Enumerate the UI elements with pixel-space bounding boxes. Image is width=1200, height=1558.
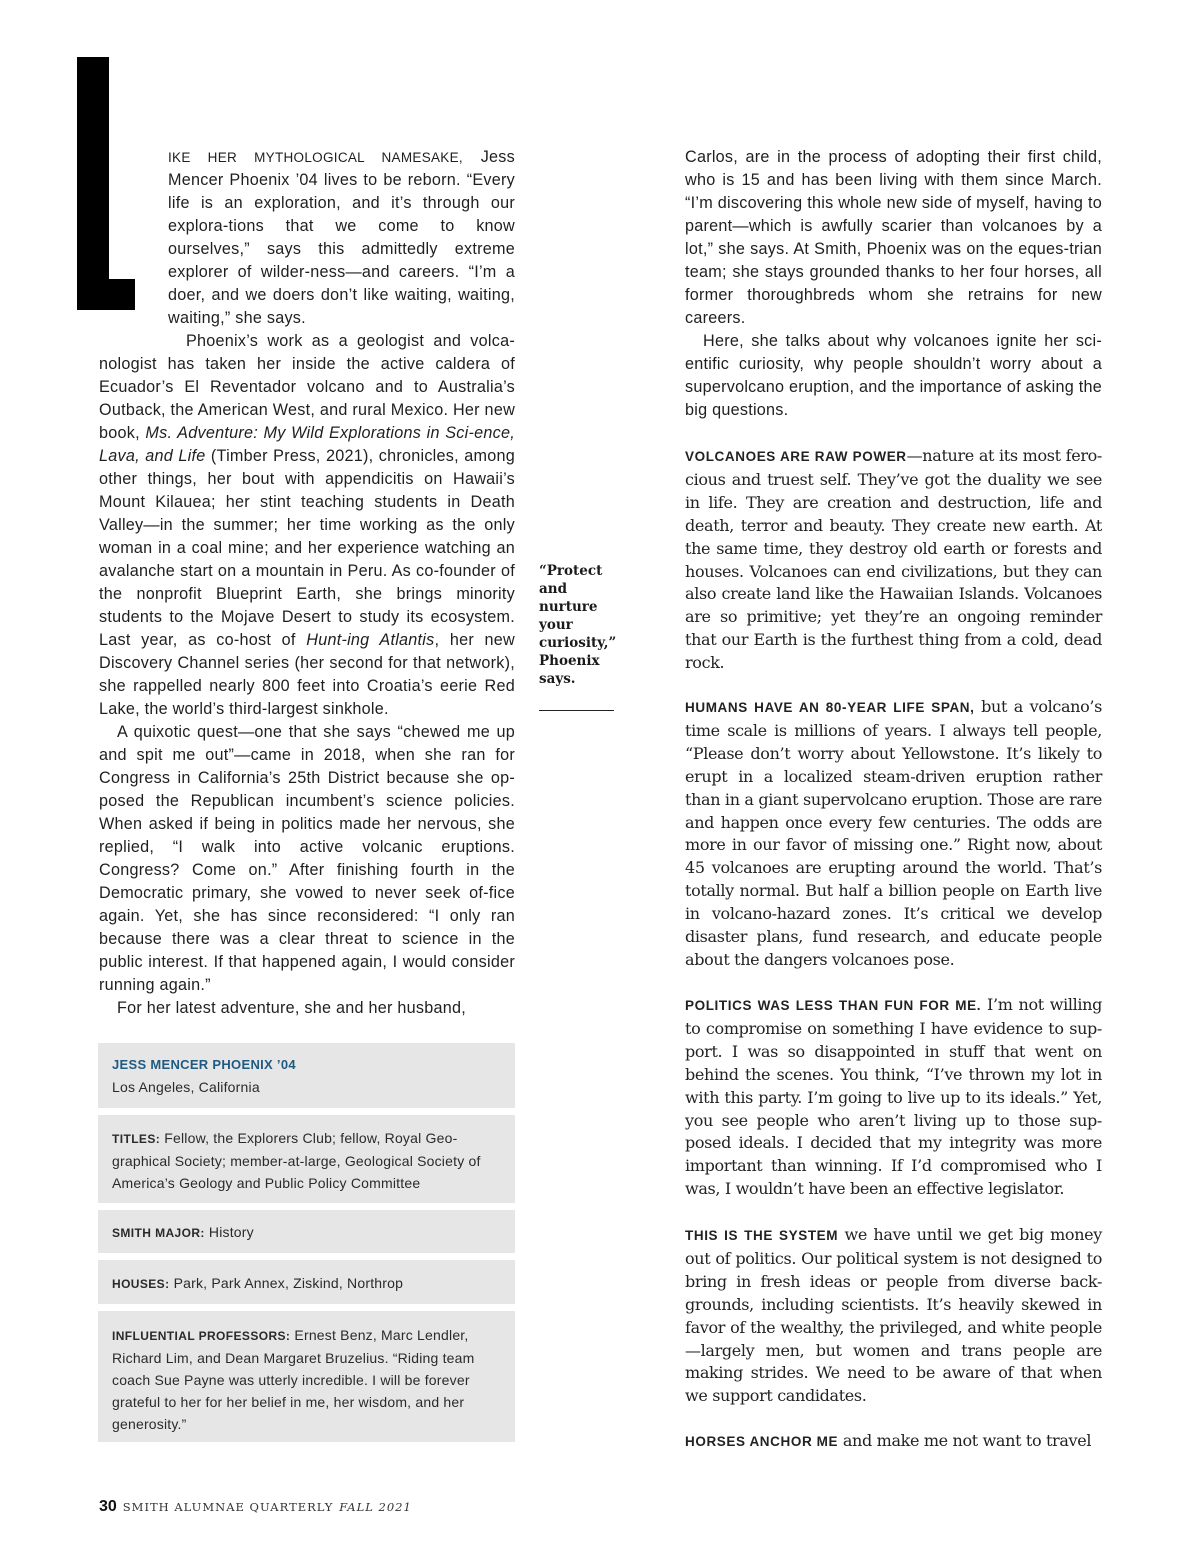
professors-box: INFLUENTIAL PROFESSORS: Ernest Benz, Marc Lendler, Richard Lim, and Dean Margaret Bruzelius. “Riding team coach Sue Payne was utterly incredible. I will be forever grateful to her for her belief in me, her wisdom, and her generosity.”: [98, 1311, 515, 1442]
intro-smallcaps: IKE HER MYTHOLOGICAL NAMESAKE,: [168, 150, 463, 165]
intro-text: Jess Mencer Phoenix ’04 lives to be reborn. “Every life is an exploration, and it’s through our explora-tions that we come to know ourselves,” says this admittedly extreme explorer of wilder-ness—and careers. “I’m a doer, and we doers don’t like waiting, waiting, waiting,” she says.: [168, 148, 515, 327]
qa-section-horses: HORSES ANCHOR ME and make me not want to travel: [685, 1431, 1092, 1450]
profile-name-box: [98, 1043, 515, 1108]
qa-section-politics: POLITICS WAS LESS THAN FUN FOR ME. I’m not willing to compromise on something I have evidence to sup-port. I was so disappointed in stuff that went on behind the scenes. You think, “I’ve thrown my lot in with this party. I’m going to live up to its ideals.” Yet, you see people who aren’t living up to those sup-posed ideals. I decided that my integrity was more important than winning. If I’d compromised who I was, I wouldn’t have been an effective legislator.: [685, 995, 1102, 1199]
publication-name: SMITH ALUMNAE QUARTERLY: [122, 1500, 334, 1514]
show-title: Hunt-ing Atlantis: [306, 631, 435, 649]
titles-box: TITLES: Fellow, the Explorers Club; fellow, Royal Geo-graphical Society; member-at-large, Geological Society of America’s Geology and Public Policy Committee: [98, 1115, 515, 1203]
houses-box: HOUSES: Park, Park Annex, Ziskind, Northrop: [98, 1260, 515, 1304]
body-paragraph-3: A quixotic quest—one that she says “chewed me up and spit me out”—came in 2018, when she ran for Congress in California’s 25th District because she op-posed the Republican incumbent’s science policies. When asked if being in politics made her nervous, she replied, “I walk into active volcanic eruptions. Congress? Come on.” After finishing fourth in the Democratic primary, she vowed to never seek of-fice again. Yet, she has since reconsidered: “I only ran because there was a clear threat to science in the public interest. If that happened again, I would consider running again.”: [99, 723, 515, 994]
right-paragraph-1: Carlos, are in the process of adopting their first child, who is 15 and has been living with them since March. “I’m discovering this whole new side of myself, having to parent—which is awfully scarier than volcanoes by a lot,” she says. At Smith, Phoenix was on the eques-trian team; she stays grounded thanks to her four horses, all former thoroughbreds whom she retrains for new careers.: [685, 148, 1102, 327]
left-column: [99, 146, 515, 1020]
body-paragraph-4: For her latest adventure, she and her husband,: [117, 999, 466, 1017]
qa-section-volcanoes: VOLCANOES ARE RAW POWER—nature at its most fero-cious and truest self. They’ve got the duality we see in life. They are creation and destruction, life and death, terror and beauty. They create new earth. At the same time, they destroy old earth or forests and houses. Volcanoes can end civilizations, but they can also create land like the Hawaiian Islands. Volcanoes are so primitive; yet they’re an ongoing reminder that our Earth is the furthest thing from a cold, dead rock.: [685, 446, 1102, 673]
pull-quote-rule: [539, 710, 614, 711]
right-paragraph-2: Here, she talks about why volcanoes ignite her sci-entific curiosity, why people shouldn’t worry about a supervolcano eruption, and the importance of asking the big questions.: [685, 332, 1102, 419]
issue-season: FALL 2021: [339, 1500, 412, 1514]
major-box: SMITH MAJOR: History: [98, 1210, 515, 1253]
qa-section-lifespan: HUMANS HAVE AN 80-YEAR LIFE SPAN, but a volcano’s time scale is millions of years. I always tell people, “Please don’t worry about Yellowstone. It’s likely to erupt in a localized steam-driven eruption rather than in a giant supervolcano eruption. Those are rare and happen once every few centuries. The odds are more in our favor of missing one.” Right now, about 45 volcanoes are erupting around the world. That’s totally normal. But half a billion people on Earth live in volcano-hazard zones. It’s critical we develop disaster plans, fund research, and educate people about the dangers volcanoes pose.: [685, 697, 1102, 969]
page-number: 30: [99, 1498, 117, 1515]
qa-section-system: THIS IS THE SYSTEM we have until we get big money out of politics. Our political system is not designed to bring in fresh ideas or people from diverse back-grounds, including scientists. It’s heavily skewed in favor of the wealthy, the privileged, and white people—largely men, but women and trans people are making strides. We need to be aware of that when we support candidates.: [685, 1225, 1102, 1406]
page-footer: [99, 1498, 412, 1516]
intro-paragraph: [99, 146, 515, 330]
profile-location: Los Angeles, California: [112, 1079, 260, 1095]
profile-name: JESS MENCER PHOENIX ’04: [112, 1057, 296, 1072]
right-column-intro: [685, 146, 1102, 422]
body-paragraph-2: Phoenix’s work as a geologist and volca-nologist has taken her inside the active caldera of Ecuador’s El Reventador volcano and to Australia’s Outback, the American West, and rural Mexico. Her new book, Ms. Adventure: My Wild Explorations in Sci-ence, Lava, and Life (Timber Press, 2021), chronicles, among other things, her bout with appendicitis on Hawaii’s Mount Kilauea; her stint teaching students in Death Valley—in the summer; her time working as the only woman in a coal mine; and her experience watching an avalanche start on a mountain in Peru. As co-founder of the nonprofit Blueprint Earth, she brings minority students to the Mojave Desert to study its ecosystem. Last year, as co-host of Hunt-ing Atlantis, her new Discovery Channel series (her second for that network), she rappelled nearly 800 feet into Croatia’s eerie Red Lake, the world’s third-largest sinkhole.: [99, 332, 516, 718]
pull-quote: “Protect and nurture your curiosity,” Phoenix says.: [539, 563, 617, 687]
book-title: Ms. Adventure: My Wild Explorations in Sci-ence, Lava, and Life: [99, 424, 515, 465]
